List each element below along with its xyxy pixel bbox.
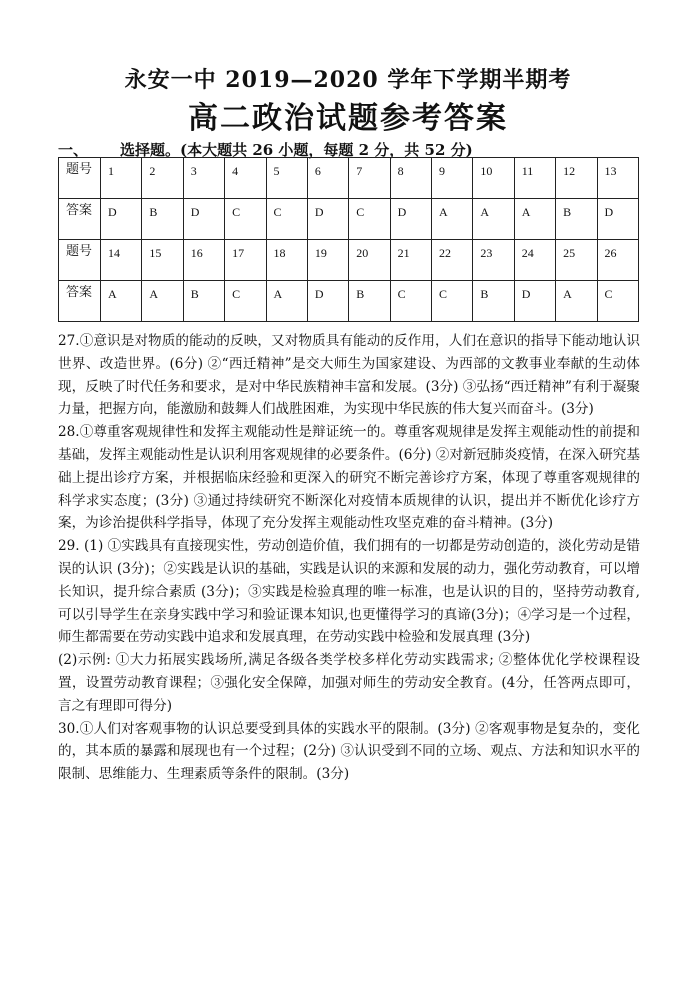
answer-30: 30.①人们对客观事物的认识总要受到具体的实践水平的限制。(3分) ②客观事物是复杂的，变化的，其本质的暴露和展现也有一个过程；(2分) ③认识受到不同的立场、观点、方法和知识水平的限制、思维能力、生理素质等条件的限制。(3分): [58, 720, 640, 783]
answer-cell: C: [597, 281, 639, 322]
answer-cell: C: [266, 199, 307, 240]
answer-cell: A: [101, 281, 142, 322]
question-number-row: [59, 240, 639, 281]
question-number-cell: 24: [514, 240, 555, 281]
question-number-cell: 19: [307, 240, 348, 281]
question-number-cell: 10: [473, 158, 514, 199]
answer-cell: B: [142, 199, 183, 240]
question-number-cell: 21: [390, 240, 431, 281]
question-number-cell: 3: [183, 158, 224, 199]
question-number-cell: 16: [183, 240, 224, 281]
question-number-cell: 2: [142, 158, 183, 199]
question-number-cell: 1: [101, 158, 142, 199]
answer-row: [59, 281, 639, 322]
question-number-row: [59, 158, 639, 199]
answer-cell: C: [432, 281, 473, 322]
answer-cell: D: [390, 199, 431, 240]
answer-text-block: [58, 330, 640, 786]
row-label: 题号: [59, 240, 101, 281]
row-label: 题号: [59, 158, 101, 199]
answer-row: [59, 199, 639, 240]
question-number-cell: 18: [266, 240, 307, 281]
question-number-cell: 11: [514, 158, 555, 199]
answer-cell: C: [390, 281, 431, 322]
question-number-cell: 25: [556, 240, 597, 281]
question-number-cell: 23: [473, 240, 514, 281]
answer-cell: B: [183, 281, 224, 322]
exam-title: 永安一中 2019—2020 学年下学期半期考: [124, 67, 572, 93]
answer-27: 27.①意识是对物质的能动的反映，又对物质具有能动的反作用，人们在意识的指导下能动地认识世界、改造世界。(6分) ②“西迁精神”是交大师生为国家建设、为西部的文教事业奉献的生动体现，反映了时代任务和要求，是对中华民族精神丰富和发展。(3分) ③弘扬“西迁精神”有利于凝聚力量，把握方向，能激励和鼓舞人们战胜困难，为实现中华民族的伟大复兴而奋斗。(3分): [58, 333, 640, 418]
answer-cell: B: [556, 199, 597, 240]
answer-cell: A: [266, 281, 307, 322]
answer-cell: A: [142, 281, 183, 322]
question-number-cell: 5: [266, 158, 307, 199]
question-number-cell: 13: [597, 158, 639, 199]
answer-cell: C: [225, 281, 266, 322]
question-number-cell: 26: [597, 240, 639, 281]
question-number-cell: 9: [432, 158, 473, 199]
answer-table: [58, 157, 639, 322]
question-number-cell: 7: [349, 158, 390, 199]
answer-cell: D: [101, 199, 142, 240]
answer-cell: D: [307, 281, 348, 322]
answer-cell: D: [597, 199, 639, 240]
answer-cell: D: [514, 281, 555, 322]
answer-28: 28.①尊重客观规律性和发挥主观能动性是辩证统一的。尊重客观规律是发挥主观能动性的前提和基础，发挥主观能动性是认识利用客观规律的必要条件。(6分) ②对新冠肺炎疫情，在深入研究基础上提出诊疗方案，并根据临床经验和更深入的研究不断完善诊疗方案，体现了尊重客观规律的科学求实态度；(3分) ③通过持续研究不断深化对疫情本质规律的认识，提出并不断优化诊疗方案，为诊治提供科学指导，体现了充分发挥主观能动性攻坚克难的奋斗精神。(3分): [58, 424, 640, 532]
answer-cell: B: [349, 281, 390, 322]
answer-cell: A: [473, 199, 514, 240]
answer-29-2: (2)示例: ①大力拓展实践场所,满足各级各类学校多样化劳动实践需求; ②整体优化学校课程设置，设置劳动教育课程；③强化安全保障，加强对师生的劳动安全教育。(4分，任答两点即可，言之有理即可得分): [58, 652, 640, 714]
section-number: 一、: [58, 141, 89, 159]
answer-cell: C: [225, 199, 266, 240]
answer-29-1: 29. (1) ①实践具有直接现实性，劳动创造价值，我们拥有的一切都是劳动创造的，淡化劳动是错误的认识 (3分)；②实践是认识的基础，实践是认识的来源和发展的动力，强化劳动教育，可以增长知识，提升综合素质 (3分)；③实践是检验真理的唯一标准，也是认识的目的，坚持劳动教育,可以引导学生在亲身实践中学习和验证课本知识,也更懂得学习的真谛(3分)；④学习是一个过程，师生都需要在劳动实践中追求和发展真理，在劳动实践中检验和发展真理 (3分): [58, 538, 640, 646]
question-number-cell: 8: [390, 158, 431, 199]
question-number-cell: 17: [225, 240, 266, 281]
answer-cell: D: [183, 199, 224, 240]
answer-cell: A: [556, 281, 597, 322]
answer-cell: A: [432, 199, 473, 240]
question-number-cell: 14: [101, 240, 142, 281]
document-title: 高二政治试题参考答案: [188, 101, 508, 136]
question-number-cell: 12: [556, 158, 597, 199]
row-label: 答案: [59, 281, 101, 322]
question-number-cell: 6: [307, 158, 348, 199]
section-title: 选择题。(本大题共 26 小题，每题 2 分，共 52 分): [120, 141, 473, 159]
question-number-cell: 22: [432, 240, 473, 281]
answer-cell: C: [349, 199, 390, 240]
answer-cell: B: [473, 281, 514, 322]
question-number-cell: 15: [142, 240, 183, 281]
answer-cell: D: [307, 199, 348, 240]
question-number-cell: 20: [349, 240, 390, 281]
row-label: 答案: [59, 199, 101, 240]
question-number-cell: 4: [225, 158, 266, 199]
answer-cell: A: [514, 199, 555, 240]
